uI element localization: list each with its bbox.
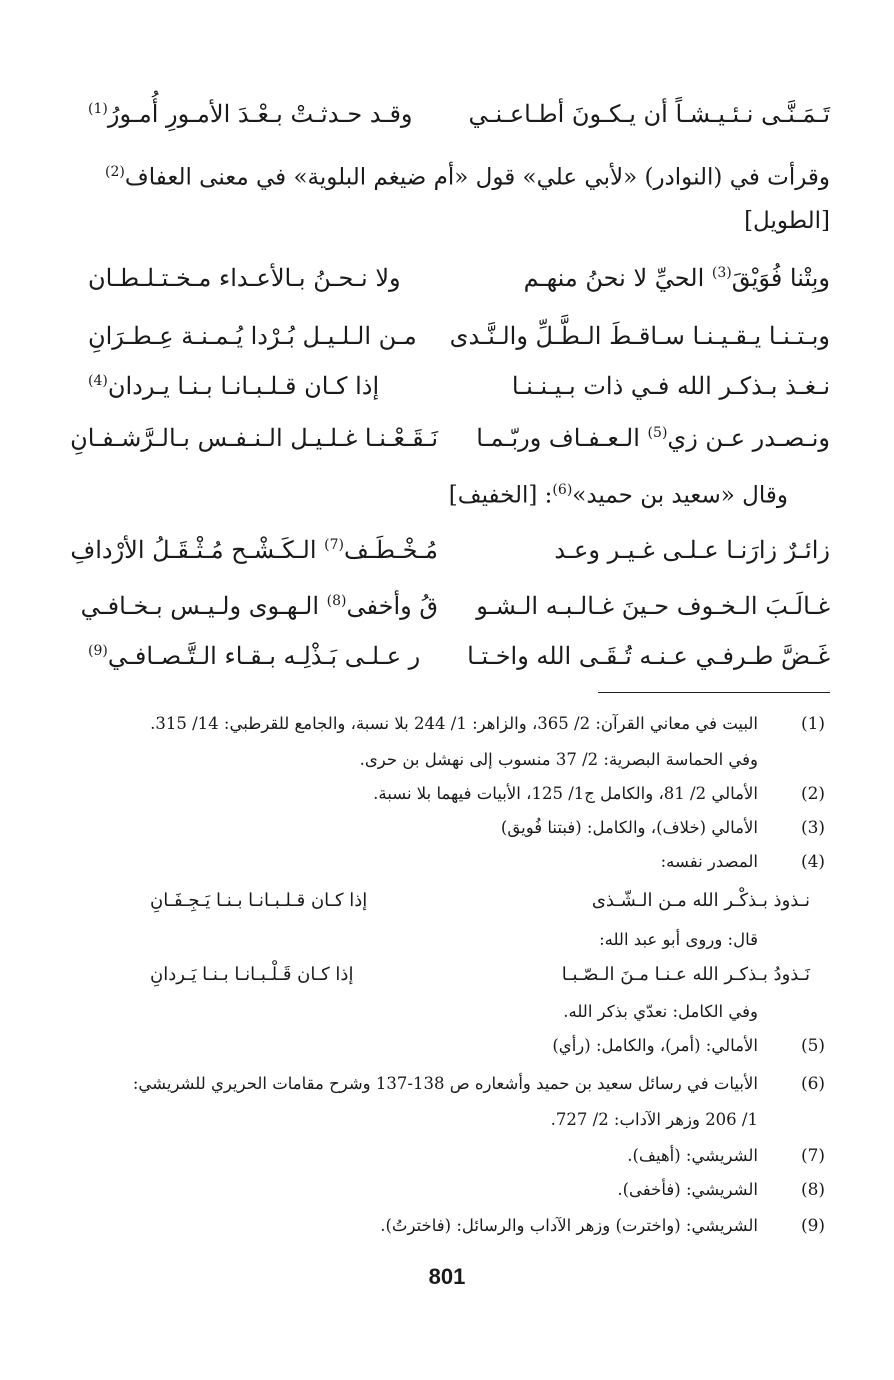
verse-first-hemistich: نـذوذ بـذكْـر الله مـن الـشّـذى <box>591 890 810 911</box>
verse-line <box>88 100 830 150</box>
footnote-number: (9) <box>800 1216 826 1236</box>
verse-first-hemistich: تَـمَـنَّـى نـئـيـشـاً أن يـكـونَ أطـاعـنـي <box>468 100 830 128</box>
verse-line <box>88 322 830 372</box>
footnote-verse <box>150 890 810 924</box>
footnote-text: المصدر نفسه: <box>660 852 758 871</box>
footnote-ref: (1) <box>88 101 108 117</box>
footnote-text: الأمالي 2/ 81، والكامل ج1/ 125، الأبيات فيهما بلا نسبة. <box>373 784 758 803</box>
verse-first-hemistich: وبـتـنـا يـقـيـنـا سـاقـطَ الـطَّـلِّ والـنَّـدى <box>449 322 830 350</box>
footnote-continuation: 1/ 206 وزهر الآداب: 2/ 727. <box>550 1110 758 1129</box>
verse-second-hemistich: ولا نـحـنُ بـالأعـداء مـخـتـلـطـان <box>88 264 401 292</box>
verse-second-hemistich: إذا كـان قَـلْـبـانـا بـنـا يَـردانِ <box>150 964 354 985</box>
footnote-text: الأمالي (خلاف)، والكامل: (فبتنا فُويق) <box>500 818 758 837</box>
hemistich-text: إذا كـان قـلـبـانـا بـنـا يـردان <box>107 372 380 400</box>
verse-first-hemistich: نَـذودُ بـذكـر الله عـنـا مـنَ الـصّـبـا <box>561 964 810 985</box>
hemistich-text: قُ وأخفى <box>346 592 438 620</box>
hemistich-text: ونـصـدر عـن زي <box>667 424 830 452</box>
footnote-number: (5) <box>800 1036 826 1056</box>
hemistich-text: الـكَـشْـح مُـثْـقَـلُ الأرْدافِ <box>70 536 325 564</box>
verse-second-hemistich <box>80 592 438 620</box>
footnote-ref: (4) <box>88 373 108 389</box>
hemistich-text: مُـخْـطَـف <box>344 536 438 564</box>
footnote-number: (4) <box>800 852 826 872</box>
footnote-continuation: قال: وروى أبو عبد الله: <box>599 930 758 949</box>
footnote-ref: (6) <box>552 482 573 498</box>
footnote-ref: (9) <box>88 643 108 659</box>
footnote-verse <box>150 964 810 998</box>
hemistich-text: الحيِّ لا نحنُ منهـم <box>523 264 712 292</box>
footnote-number: (8) <box>800 1180 826 1200</box>
verse-first-hemistich: نـغـذ بـذكـر الله فـي ذات بـيـنـنـا <box>511 372 830 400</box>
footnote-number: (6) <box>800 1074 826 1094</box>
verse-first-hemistich <box>450 424 830 452</box>
footnote-ref: (7) <box>324 537 345 553</box>
footnote-text: الأبيات في رسائل سعيد بن حميد وأشعاره ص 138-137 وشرح مقامات الحريري للشريشي: <box>132 1074 758 1093</box>
footnote-number: (7) <box>800 1146 826 1166</box>
page-number: 801 <box>428 1264 466 1289</box>
footnote-number: (2) <box>800 784 826 804</box>
meter-label: [الطويل] <box>744 208 830 234</box>
footnote-ref: (8) <box>326 593 347 609</box>
prose-line <box>88 482 788 509</box>
footnote-text: الشريشي: (فأخفى). <box>617 1180 758 1199</box>
verse-line <box>70 536 830 586</box>
prose-text: وقال «سعيد بن حميد» <box>572 482 788 509</box>
hemistich-text: وبِتْنا فُوَيْقَ <box>731 264 830 292</box>
verse-first-hemistich: غَـضَّ طـرفـي عـنـه تُـقَـى الله واخـتـا <box>467 642 830 670</box>
prose-line <box>105 164 830 191</box>
verse-second-hemistich <box>88 372 438 400</box>
verse-second-hemistich: إذا كـان قـلـبـانـا بـنـا يَـجِـفَـانِ <box>150 890 368 911</box>
footnote-text: الأمالي: (أمر)، والكامل: (رأي) <box>552 1036 758 1055</box>
meter-label: : [الخفيف] <box>448 482 553 509</box>
verse-first-hemistich: زائـرٌ زارَنـا عـلـى غـيـر وعـد <box>554 536 830 564</box>
verse-first-hemistich <box>450 264 830 292</box>
verse-line <box>88 264 830 314</box>
verse-line <box>88 372 830 422</box>
verse-second-hemistich: مـن الـلـيـل بُـرْدا يُـمـنـة عِـطـرَانِ <box>88 322 417 350</box>
verse-second-hemistich <box>88 100 438 128</box>
verse-line <box>80 592 830 642</box>
footnote-number: (3) <box>800 818 826 838</box>
footnote-number: (1) <box>800 714 826 734</box>
prose-text: وقرأت في (النوادر) «لأبي علي» قول «أم ضيغم البلوية» في معنى العفاف <box>124 164 830 191</box>
hemistich-text: وقـد حـدثـتْ بـعْـدَ الأمـورِ أُمـورُ <box>107 100 413 128</box>
hemistich-text: الـهـوى ولـيـس بـخـافـي <box>80 592 327 620</box>
footnote-ref: (5) <box>647 425 668 441</box>
footnote-continuation: وفي الكامل: نعدّي بذكر الله. <box>563 1002 758 1021</box>
verse-second-hemistich <box>70 536 438 564</box>
footnote-ref: (3) <box>711 265 732 281</box>
verse-line <box>88 642 830 692</box>
footnote-continuation: وفي الحماسة البصرية: 2/ 37 منسوب إلى نهشل بن حرى. <box>359 750 758 769</box>
verse-second-hemistich: نَـقَـعْـنـا غـلـيـل الـنـفـس بـالـرَّشـفـانِ <box>70 424 438 452</box>
verse-second-hemistich <box>88 642 438 670</box>
footnote-text: البيت في معاني القرآن: 2/ 365، والزاهر: 1/ 244 بلا نسبة، والجامع للقرطبي: 14/ 315. <box>150 714 758 733</box>
footnote-text: الشريشي: (واخترت) وزهر الآداب والرسائل: (فاخترتُ). <box>380 1216 758 1235</box>
hemistich-text: الـعـفـاف وربّـمـا <box>476 424 648 452</box>
hemistich-text: ر عـلـى بَـذْلِـه بـقـاء الـتَّـصـافـي <box>107 642 421 670</box>
footnote-divider <box>598 692 830 693</box>
verse-line <box>70 424 830 474</box>
verse-first-hemistich: غـالَـبَ الـخـوف حـينَ غـالـبـه الـشـو <box>476 592 830 620</box>
footnote-text: الشريشي: (أهيف). <box>627 1146 758 1165</box>
footnote-ref: (2) <box>105 164 125 180</box>
